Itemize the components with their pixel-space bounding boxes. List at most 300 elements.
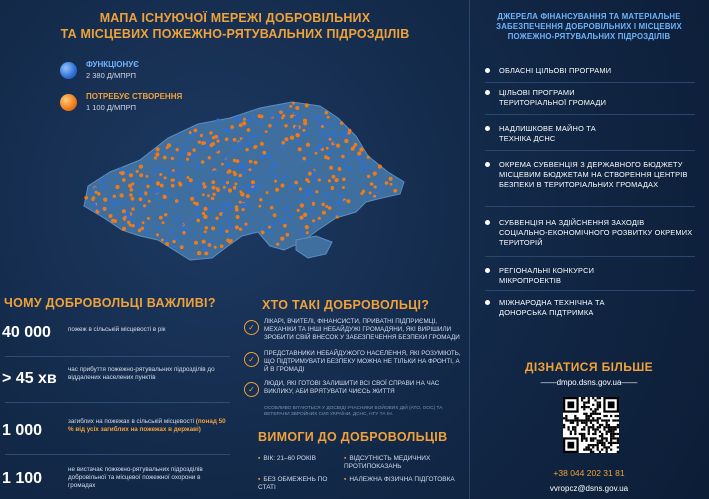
orange-unit-dot: [342, 178, 346, 182]
qr-module: [610, 440, 612, 442]
blue-unit-dot: [311, 191, 314, 194]
blue-unit-dot: [260, 227, 264, 231]
orange-unit-dot: [194, 129, 198, 133]
qr-module: [615, 419, 617, 421]
blue-unit-dot: [344, 132, 347, 135]
qr-module: [599, 435, 601, 437]
map-title: [40, 10, 430, 42]
orange-unit-dot: [113, 219, 117, 223]
orange-unit-dot: [230, 239, 233, 242]
blue-unit-dot: [119, 167, 123, 171]
qr-module: [601, 433, 603, 435]
blue-unit-dot: [173, 246, 176, 249]
orange-unit-dot: [362, 190, 366, 194]
orange-unit-dot: [156, 181, 160, 185]
orange-unit-dot: [164, 176, 167, 179]
qr-module: [592, 424, 594, 426]
blue-unit-dot: [366, 167, 370, 171]
blue-unit-dot: [205, 145, 209, 149]
source-text: СУБВЕНЦІЯ НА ЗДІЙСНЕННЯ ЗАХОДІВ СОЦІАЛЬНО-ЕКОНОМІЧНОГО РОЗВИТКУ ОКРЕМИХ ТЕРИТОРІЙ: [499, 218, 693, 247]
blue-unit-dot: [323, 193, 327, 197]
qr-module: [603, 419, 605, 421]
orange-unit-dot: [129, 193, 133, 197]
orange-unit-dot: [302, 157, 306, 161]
qr-module: [563, 426, 565, 428]
qr-module: [594, 428, 596, 430]
qr-module: [592, 410, 594, 412]
qr-module: [581, 437, 583, 439]
orange-unit-dot: [239, 123, 243, 127]
orange-unit-dot: [211, 180, 215, 184]
requirement-text: НАЛЕЖНА ФІЗИЧНА ПІДГОТОВКА: [349, 476, 455, 483]
qr-module: [601, 442, 603, 444]
orange-unit-dot: [329, 166, 333, 170]
qr-module: [583, 406, 585, 408]
orange-unit-dot: [373, 195, 376, 198]
orange-unit-dot: [328, 179, 331, 182]
blue-unit-dot: [100, 179, 104, 183]
orange-unit-dot: [214, 246, 217, 249]
orange-unit-dot: [331, 187, 334, 190]
phone-number[interactable]: +38 044 202 31 81: [553, 468, 625, 478]
blue-unit-dot: [161, 168, 165, 172]
source-separator: [485, 206, 695, 207]
orange-unit-dot: [131, 224, 134, 227]
requirement-item: [344, 455, 459, 471]
blue-unit-dot: [340, 159, 343, 162]
qr-module: [599, 440, 601, 442]
qr-module: [570, 433, 572, 435]
orange-unit-dot: [161, 239, 164, 242]
orange-unit-dot: [321, 125, 324, 128]
stat-row: [0, 414, 232, 448]
qr-module: [585, 446, 587, 448]
blue-unit-dot: [295, 126, 299, 130]
orange-unit-dot: [369, 191, 372, 194]
orange-unit-dot: [284, 124, 287, 127]
orange-unit-dot: [143, 204, 146, 207]
orange-unit-dot: [299, 187, 302, 190]
qr-module: [585, 415, 587, 417]
blue-unit-dot: [328, 152, 332, 156]
qr-module: [592, 426, 594, 428]
blue-unit-dot: [169, 229, 173, 233]
qr-module: [597, 397, 599, 399]
qr-module: [601, 449, 603, 451]
qr-module: [608, 424, 610, 426]
qr-module: [603, 415, 605, 417]
orange-unit-dot: [249, 160, 253, 164]
orange-unit-dot: [154, 156, 157, 159]
qr-module: [574, 419, 576, 421]
qr-module: [610, 431, 612, 433]
website-text[interactable]: dmpo.dsns.gov.ua: [556, 378, 622, 387]
orange-unit-dot: [95, 191, 98, 194]
orange-unit-dot: [119, 171, 122, 174]
blue-unit-dot: [278, 115, 281, 118]
orange-unit-dot: [194, 241, 198, 245]
blue-unit-dot: [236, 167, 239, 170]
orange-unit-dot: [139, 173, 143, 177]
qr-module: [592, 433, 594, 435]
stat-number: 1 000: [2, 422, 43, 439]
orange-unit-dot: [203, 185, 207, 189]
orange-unit-dot: [202, 212, 205, 215]
orange-unit-dot: [171, 157, 174, 160]
qr-module: [585, 406, 587, 408]
orange-unit-dot: [240, 192, 244, 196]
bullet-icon: ▪: [258, 455, 261, 462]
blue-unit-dot: [111, 201, 115, 205]
blue-unit-dot: [230, 225, 234, 229]
orange-unit-dot: [203, 141, 206, 144]
blue-unit-dot: [222, 204, 226, 208]
orange-unit-dot: [216, 139, 219, 142]
qr-module: [597, 440, 599, 442]
orange-unit-dot: [276, 243, 279, 246]
qr-module: [612, 431, 614, 433]
blue-unit-dot: [196, 181, 200, 185]
qr-module: [565, 417, 567, 419]
orange-unit-dot: [129, 223, 132, 226]
orange-unit-dot: [393, 189, 397, 193]
qr-module: [615, 433, 617, 435]
blue-unit-dot: [270, 114, 274, 118]
orange-unit-dot: [294, 181, 298, 185]
qr-module: [597, 417, 599, 419]
orange-unit-dot: [305, 103, 309, 107]
qr-module: [597, 426, 599, 428]
orange-unit-dot: [228, 188, 232, 192]
column-divider: [469, 0, 470, 499]
blue-unit-dot: [311, 173, 315, 177]
qr-module: [606, 422, 608, 424]
qr-finder: [567, 442, 574, 449]
qr-module: [574, 415, 576, 417]
blue-unit-dot: [196, 205, 200, 209]
orange-unit-dot: [233, 159, 236, 162]
orange-unit-dot: [190, 197, 194, 201]
blue-unit-dot: [312, 114, 315, 117]
blue-unit-dot: [258, 183, 262, 187]
orange-unit-dot: [130, 188, 134, 192]
source-item: [499, 160, 695, 190]
orange-unit-dot: [160, 184, 164, 188]
blue-unit-dot: [230, 207, 234, 211]
orange-unit-dot: [270, 206, 274, 210]
orange-unit-dot: [244, 223, 247, 226]
blue-unit-dot: [245, 226, 248, 229]
blue-unit-dot: [308, 160, 311, 163]
orange-unit-dot: [336, 215, 339, 218]
qr-module: [583, 433, 585, 435]
qr-module: [581, 406, 583, 408]
orange-unit-dot: [373, 172, 377, 176]
orange-unit-dot: [139, 165, 143, 169]
check-icon: ✓: [244, 320, 259, 335]
orange-unit-dot: [195, 202, 199, 206]
qr-module: [617, 440, 619, 442]
qr-module: [597, 442, 599, 444]
blue-unit-dot: [270, 171, 273, 174]
blue-unit-dot: [220, 226, 224, 230]
orange-unit-dot: [131, 207, 134, 210]
stat-text-main: час прибуття пожежно-рятувальних підрозділів до віддалених населених пунктів: [68, 366, 215, 381]
source-item: [499, 266, 629, 286]
orange-unit-dot: [226, 238, 230, 242]
orange-unit-dot: [138, 229, 142, 233]
qr-module: [617, 424, 619, 426]
qr-module: [608, 419, 610, 421]
orange-unit-dot: [131, 197, 135, 201]
blue-unit-dot: [157, 228, 160, 231]
qr-module: [597, 428, 599, 430]
qr-module: [601, 435, 603, 437]
blue-unit-dot: [174, 217, 178, 221]
qr-module: [588, 399, 590, 401]
qr-module: [583, 437, 585, 439]
blue-unit-dot: [126, 171, 129, 174]
orange-unit-dot: [234, 182, 237, 185]
blue-unit-dot: [296, 140, 299, 143]
qr-module: [606, 426, 608, 428]
blue-unit-dot: [259, 120, 263, 124]
blue-unit-dot: [223, 155, 227, 159]
legend-label: ФУНКЦІОНУЄ: [86, 60, 139, 69]
blue-unit-dot: [180, 143, 183, 146]
orange-unit-dot: [156, 147, 160, 151]
legend-label: ПОТРЕБУЄ СТВОРЕННЯ: [86, 92, 183, 101]
orange-unit-dot: [180, 245, 184, 249]
orange-unit-dot: [200, 134, 203, 137]
orange-unit-dot: [211, 142, 215, 146]
qr-module: [606, 437, 608, 439]
source-text: ОБЛАСНІ ЦІЛЬОВІ ПРОГРАМИ: [499, 66, 612, 75]
qr-module: [592, 446, 594, 448]
qr-code-icon[interactable]: [563, 397, 619, 453]
requirement-text: ВІДСУТНІСТЬ МЕДИЧНИХ ПРОТИПОКАЗАНЬ: [344, 455, 431, 470]
bullet-icon: ▪: [344, 476, 347, 483]
blue-unit-dot: [242, 136, 245, 139]
requirement-item: [258, 455, 338, 463]
blue-unit-dot: [284, 176, 287, 179]
orange-unit-dot: [128, 184, 132, 188]
blue-unit-dot: [178, 162, 182, 166]
qr-module: [572, 428, 574, 430]
orange-unit-dot: [246, 194, 250, 198]
orange-unit-dot: [175, 199, 179, 203]
qr-module: [615, 426, 617, 428]
orange-unit-dot: [303, 119, 307, 123]
orange-unit-dot: [119, 193, 123, 197]
stat-row: [0, 462, 232, 496]
blue-unit-dot: [361, 160, 365, 164]
blue-unit-dot: [253, 186, 257, 190]
qr-module: [590, 422, 592, 424]
orange-unit-dot: [225, 137, 229, 141]
qr-module: [588, 431, 590, 433]
blue-unit-dot: [357, 147, 360, 150]
qr-module: [615, 437, 617, 439]
blue-unit-dot: [280, 145, 284, 149]
qr-module: [599, 404, 601, 406]
stat-text-main: загиблих на пожежах в сільській місцевості: [68, 418, 195, 425]
qr-module: [570, 431, 572, 433]
orange-unit-dot: [300, 203, 304, 207]
blue-unit-dot: [323, 121, 326, 124]
orange-unit-dot: [142, 221, 145, 224]
blue-unit-dot: [314, 177, 317, 180]
orange-unit-dot: [162, 221, 165, 224]
blue-unit-dot: [266, 175, 269, 178]
orange-unit-dot: [147, 217, 150, 220]
orange-unit-dot: [212, 186, 216, 190]
orange-unit-dot: [236, 215, 240, 219]
blue-unit-dot: [177, 134, 180, 137]
orange-unit-dot: [115, 185, 119, 189]
qr-module: [585, 449, 587, 451]
orange-unit-dot: [249, 168, 252, 171]
source-separator: [485, 256, 695, 257]
orange-unit-dot: [225, 230, 228, 233]
qr-module: [603, 428, 605, 430]
orange-unit-dot: [390, 183, 393, 186]
blue-unit-dot: [378, 187, 382, 191]
orange-unit-dot: [155, 152, 159, 156]
orange-unit-dot: [136, 170, 139, 173]
learn-more-heading: ДІЗНАТИСЯ БІЛЬШЕ: [524, 360, 654, 374]
blue-unit-dot: [227, 219, 230, 222]
qr-module: [597, 419, 599, 421]
blue-unit-dot: [252, 115, 256, 119]
orange-unit-dot: [315, 152, 318, 155]
qr-module: [617, 433, 619, 435]
orange-unit-dot: [318, 178, 321, 181]
qr-module: [583, 413, 585, 415]
qr-module: [588, 428, 590, 430]
qr-module: [606, 415, 608, 417]
orange-unit-dot: [187, 152, 191, 156]
orange-unit-dot: [122, 178, 126, 182]
orange-unit-dot: [202, 240, 206, 244]
blue-unit-dot: [378, 184, 381, 187]
qr-module: [597, 444, 599, 446]
orange-unit-dot: [220, 244, 224, 248]
blue-unit-dot: [201, 218, 204, 221]
blue-unit-dot: [286, 205, 289, 208]
who-item-text: ПРЕДСТАВНИКИ НЕБАЙДУЖОГО НАСЕЛЕННЯ, ЯКІ РОЗУМІЮТЬ, ЩО ПІДТРИМУВАТИ БЕЗПЕКУ МОЖНА НЕ ТІЛЬКИ НА ФРОНТІ, А Й В ГРОМАДІ: [264, 350, 461, 373]
orange-unit-dot: [186, 158, 189, 161]
qr-module: [590, 426, 592, 428]
blue-unit-dot: [198, 161, 201, 164]
orange-unit-dot: [172, 169, 175, 172]
blue-unit-dot: [183, 150, 187, 154]
blue-unit-dot: [188, 183, 192, 187]
orange-unit-dot: [230, 125, 234, 129]
blue-unit-dot: [310, 208, 313, 211]
who-item-text: ЛЮДИ, ЯКІ ГОТОВІ ЗАЛИШИТИ ВСІ СВОЇ СПРАВИ НА ЧАС ВИКЛИКУ, АБИ ВРЯТУВАТИ ЧИЄСЬ ЖИТТЯ: [264, 380, 440, 395]
veterans-note: ОСОБЛИВО ВІТАЮТЬСЯ У ДОСВІДІ УЧАСНИКИ БОЙОВИХ ДІЙ (АТО, ООС) ТА ВЕТЕРАНИ ЗБРОЙНИХ СИЛ УКРАЇНИ, ДСНС, НГУ ТА ІН.: [264, 406, 443, 417]
qr-module: [581, 397, 583, 399]
qr-module: [599, 417, 601, 419]
orange-unit-dot: [342, 186, 345, 189]
orange-unit-dot: [348, 131, 351, 134]
map-outline: [84, 102, 404, 260]
qr-module: [574, 417, 576, 419]
qr-module: [610, 444, 612, 446]
orange-unit-dot: [129, 173, 133, 177]
blue-unit-dot: [319, 133, 322, 136]
qr-module: [597, 406, 599, 408]
qr-module: [583, 449, 585, 451]
orange-unit-dot: [201, 160, 205, 164]
blue-unit-dot: [249, 136, 252, 139]
blue-unit-dot: [165, 238, 169, 242]
blue-unit-dot: [177, 171, 181, 175]
orange-unit-dot: [228, 169, 232, 173]
qr-module: [610, 433, 612, 435]
qr-module: [608, 431, 610, 433]
qr-module: [617, 437, 619, 439]
orange-unit-dot: [146, 175, 149, 178]
orange-unit-dot: [260, 115, 264, 119]
qr-module: [572, 426, 574, 428]
qr-module: [572, 419, 574, 421]
source-item: [499, 124, 599, 144]
qr-module: [610, 428, 612, 430]
orange-unit-dot: [290, 115, 294, 119]
orange-unit-dot: [389, 177, 393, 181]
qr-module: [606, 440, 608, 442]
blue-unit-dot: [238, 141, 242, 145]
orange-unit-dot: [370, 182, 374, 186]
orange-unit-dot: [211, 226, 215, 230]
orange-unit-dot: [312, 202, 315, 205]
blue-unit-dot: [195, 210, 198, 213]
orange-unit-dot: [325, 111, 328, 114]
website-link[interactable]: ——dmpo.dsns.gov.ua——: [540, 378, 638, 387]
qr-module: [583, 397, 585, 399]
blue-dot-icon: [60, 62, 77, 79]
orange-unit-dot: [240, 137, 243, 140]
blue-unit-dot: [213, 170, 217, 174]
blue-unit-dot: [306, 192, 310, 196]
blue-unit-dot: [273, 123, 277, 127]
qr-module: [583, 404, 585, 406]
blue-unit-dot: [331, 124, 334, 127]
orange-unit-dot: [216, 187, 219, 190]
qr-module: [570, 419, 572, 421]
qr-module: [608, 446, 610, 448]
orange-unit-dot: [221, 163, 224, 166]
blue-unit-dot: [179, 216, 182, 219]
qr-finder: [608, 401, 615, 408]
qr-module: [583, 435, 585, 437]
orange-unit-dot: [259, 205, 262, 208]
source-separator: [485, 150, 695, 151]
blue-unit-dot: [210, 206, 214, 210]
blue-unit-dot: [294, 117, 298, 121]
stat-text: [68, 366, 228, 382]
stat-text-highlight: (понад 50 % від усіх загиблих на пожежах в державі): [68, 418, 226, 433]
qr-module: [567, 428, 569, 430]
orange-unit-dot: [340, 121, 343, 124]
email-address[interactable]: vvropcz@dsns.gov.ua: [549, 484, 629, 493]
qr-module: [615, 428, 617, 430]
qr-module: [612, 428, 614, 430]
orange-unit-dot: [298, 147, 302, 151]
qr-module: [597, 446, 599, 448]
